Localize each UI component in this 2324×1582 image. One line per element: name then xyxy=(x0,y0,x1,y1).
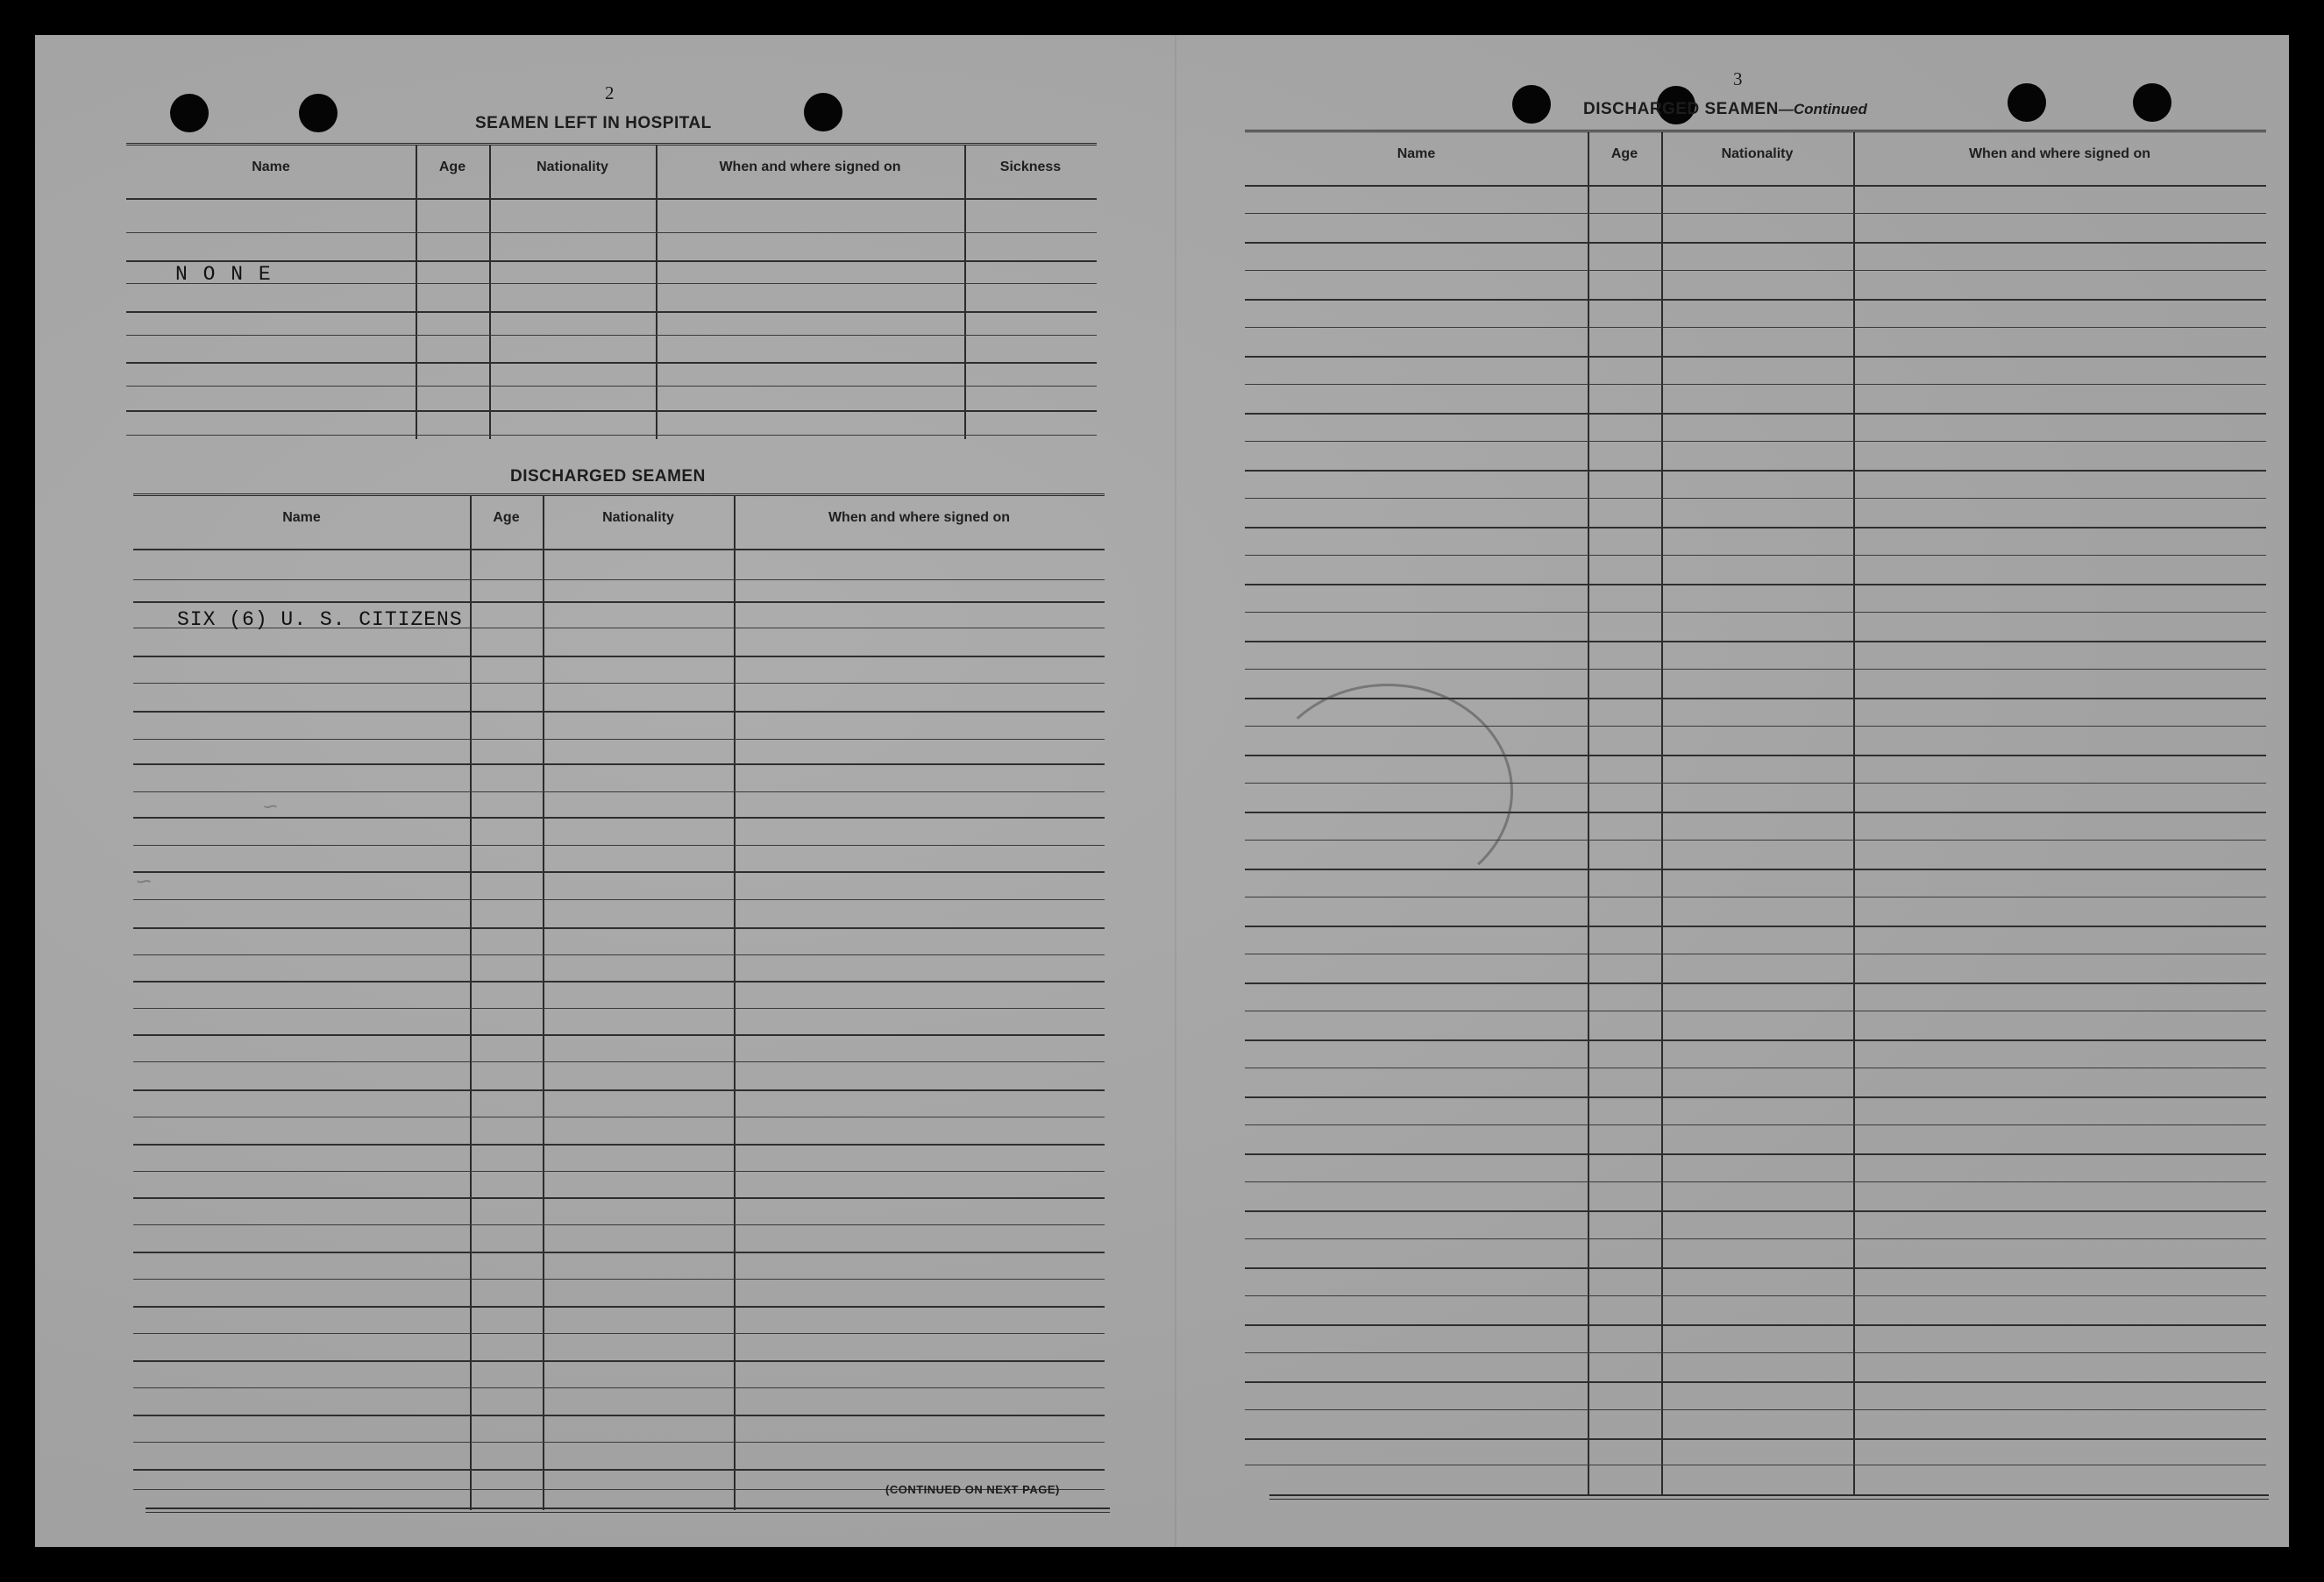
right-title-suffix: —Continued xyxy=(1778,101,1867,117)
page-fold xyxy=(1175,35,1176,1547)
column-header: Sickness xyxy=(999,160,1062,174)
column-header: Age xyxy=(438,160,466,174)
column-header: Name xyxy=(252,160,290,174)
discharged-section-title: DISCHARGED SEAMEN xyxy=(510,467,706,486)
column-header: When and where signed on xyxy=(828,510,1011,525)
column-header: Age xyxy=(1610,146,1638,161)
continued-note: (CONTINUED ON NEXT PAGE) xyxy=(885,1483,1060,1496)
page-number-left: 2 xyxy=(605,82,615,103)
punch-hole xyxy=(299,94,338,132)
column-header: When and where signed on xyxy=(1968,146,2151,161)
faint-stamp xyxy=(1262,684,1513,899)
right-section-title xyxy=(1583,100,1867,119)
table-bottom-rule xyxy=(1269,1494,2269,1500)
column-header: Age xyxy=(493,510,520,525)
punch-hole xyxy=(2133,83,2171,122)
discharged-entry: SIX (6) U. S. CITIZENS xyxy=(177,608,463,631)
discharged-table-left xyxy=(133,493,1105,1510)
punch-hole xyxy=(804,93,842,131)
column-header: Nationality xyxy=(602,510,674,525)
column-header: Name xyxy=(1397,146,1436,161)
table-bottom-rule xyxy=(146,1508,1110,1513)
bleed-through-mark: ~ xyxy=(136,864,153,894)
column-header: Nationality xyxy=(537,160,608,174)
bleed-through-mark: ~ xyxy=(263,791,278,818)
column-header: Nationality xyxy=(1721,146,1794,161)
hospital-entry: N O N E xyxy=(175,263,273,286)
column-header: When and where signed on xyxy=(719,160,901,174)
punch-hole xyxy=(170,94,209,132)
column-header: Name xyxy=(282,510,321,525)
page-number-right: 3 xyxy=(1733,68,1743,89)
hospital-table xyxy=(126,143,1097,439)
punch-hole xyxy=(1512,85,1551,124)
punch-hole xyxy=(2008,83,2046,122)
form-sheet xyxy=(35,35,2289,1547)
right-title-main: DISCHARGED SEAMEN xyxy=(1583,100,1779,118)
hospital-section-title: SEAMEN LEFT IN HOSPITAL xyxy=(475,114,712,132)
